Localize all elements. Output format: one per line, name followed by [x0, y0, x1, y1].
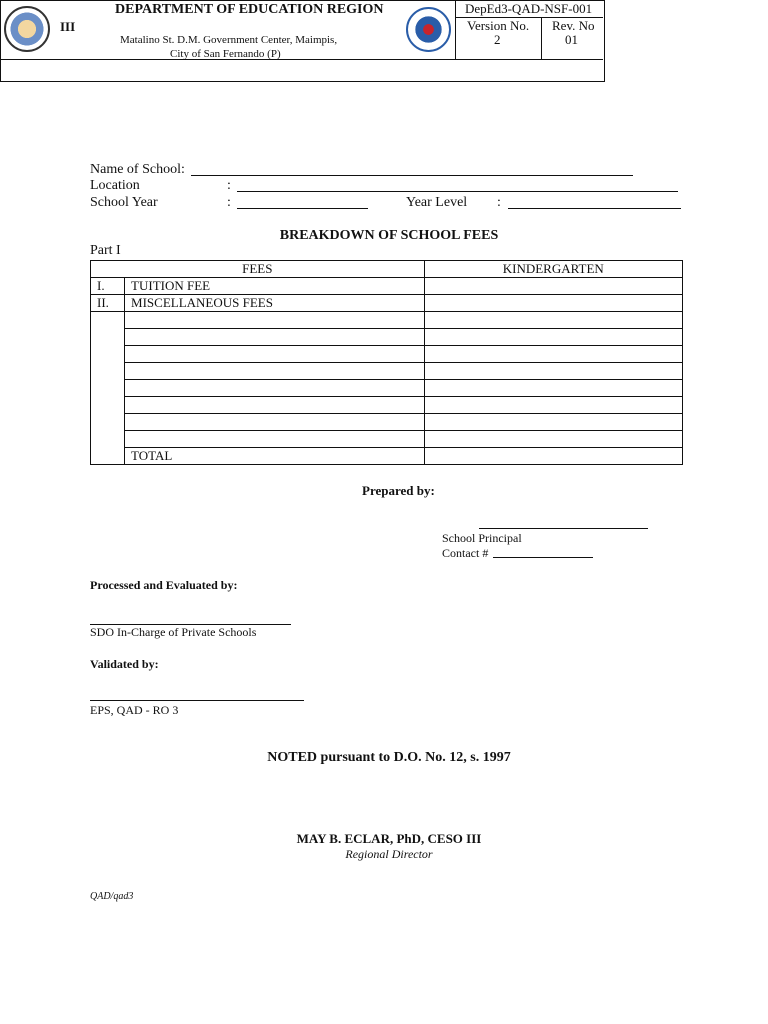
processed-by-label: Processed and Evaluated by: — [90, 578, 238, 592]
table-row — [91, 329, 683, 346]
table-row — [91, 414, 683, 431]
fee-item-cell[interactable] — [125, 397, 425, 414]
location-label: Location — [90, 178, 140, 193]
prepared-by-label: Prepared by: — [362, 483, 435, 498]
fee-item-cell[interactable] — [125, 414, 425, 431]
header-divider — [0, 59, 603, 60]
row-label: MISCELLANEOUS FEES — [125, 295, 425, 312]
table-row — [91, 431, 683, 448]
row-number: I. — [91, 278, 125, 295]
header-col-divider — [455, 0, 456, 59]
footer-code: QAD/qad3 — [90, 891, 134, 902]
header-col-divider-2 — [541, 17, 542, 59]
kindergarten-cell[interactable] — [424, 397, 682, 414]
school-name-field[interactable] — [191, 175, 633, 176]
kindergarten-cell[interactable] — [424, 312, 682, 329]
table-row — [91, 346, 683, 363]
year-level-colon: : — [497, 195, 501, 210]
year-level-field[interactable] — [508, 208, 681, 209]
kindergarten-cell[interactable] — [424, 363, 682, 380]
contact-label: Contact # — [442, 546, 489, 560]
fee-item-cell[interactable] — [125, 329, 425, 346]
principal-signature-line[interactable] — [479, 528, 648, 529]
school-year-label: School Year — [90, 195, 158, 210]
fee-item-cell[interactable] — [125, 346, 425, 363]
row-number-blank — [91, 312, 125, 465]
table-row — [91, 363, 683, 380]
total-label: TOTAL — [125, 448, 425, 465]
eps-signature-line[interactable] — [90, 700, 304, 701]
table-row — [91, 295, 683, 312]
rev-value: 01 — [565, 32, 578, 47]
fee-item-cell[interactable] — [125, 380, 425, 397]
table-row — [91, 278, 683, 295]
kindergarten-cell[interactable] — [424, 295, 682, 312]
principal-label: School Principal — [442, 531, 522, 545]
version-label: Version No. — [467, 18, 530, 33]
table-row — [91, 397, 683, 414]
kindergarten-cell[interactable] — [424, 329, 682, 346]
fee-item-cell[interactable] — [125, 312, 425, 329]
part-label: Part I — [90, 243, 121, 258]
kindergarten-cell[interactable] — [424, 431, 682, 448]
address-line-2: City of San Fernando (P) — [170, 48, 281, 60]
fees-table — [90, 260, 683, 465]
form-title: BREAKDOWN OF SCHOOL FEES — [279, 228, 499, 243]
table-row — [91, 380, 683, 397]
eps-label: EPS, QAD - RO 3 — [90, 703, 179, 717]
document-header — [0, 0, 605, 82]
fees-column-header: FEES — [91, 261, 425, 278]
department-title: DEPARTMENT OF EDUCATION REGION — [115, 2, 384, 17]
year-level-label: Year Level — [406, 195, 468, 210]
version-value: 2 — [494, 32, 501, 47]
row-label: TUITION FEE — [125, 278, 425, 295]
location-field[interactable] — [237, 191, 678, 192]
doc-code: DepEd3-QAD-NSF-001 — [465, 1, 593, 16]
total-cell[interactable] — [424, 448, 682, 465]
rev-label: Rev. No — [552, 18, 595, 33]
school-year-colon: : — [227, 195, 231, 210]
location-colon: : — [227, 178, 231, 193]
school-name-label: Name of School: — [90, 162, 185, 177]
sdo-label: SDO In-Charge of Private Schools — [90, 625, 257, 639]
noted-statement: NOTED pursuant to D.O. No. 12, s. 1997 — [267, 750, 511, 765]
director-title: Regional Director — [345, 847, 433, 861]
row-number: II. — [91, 295, 125, 312]
kindergarten-cell[interactable] — [424, 414, 682, 431]
address-line-1: Matalino St. D.M. Government Center, Maimpis, — [120, 34, 338, 46]
deped-seal-icon — [406, 7, 451, 52]
total-row — [91, 448, 683, 465]
fee-item-cell[interactable] — [125, 431, 425, 448]
region-numeral: III — [60, 19, 76, 34]
republic-seal-icon — [4, 6, 50, 52]
contact-field[interactable] — [493, 557, 593, 558]
validated-by-label: Validated by: — [90, 657, 159, 671]
director-name: MAY B. ECLAR, PhD, CESO III — [296, 831, 482, 846]
table-row — [91, 312, 683, 329]
kindergarten-cell[interactable] — [424, 278, 682, 295]
kindergarten-cell[interactable] — [424, 380, 682, 397]
kindergarten-cell[interactable] — [424, 346, 682, 363]
school-year-field[interactable] — [237, 208, 368, 209]
table-header-row — [91, 261, 683, 278]
fee-item-cell[interactable] — [125, 363, 425, 380]
kindergarten-column-header: KINDERGARTEN — [424, 261, 682, 278]
